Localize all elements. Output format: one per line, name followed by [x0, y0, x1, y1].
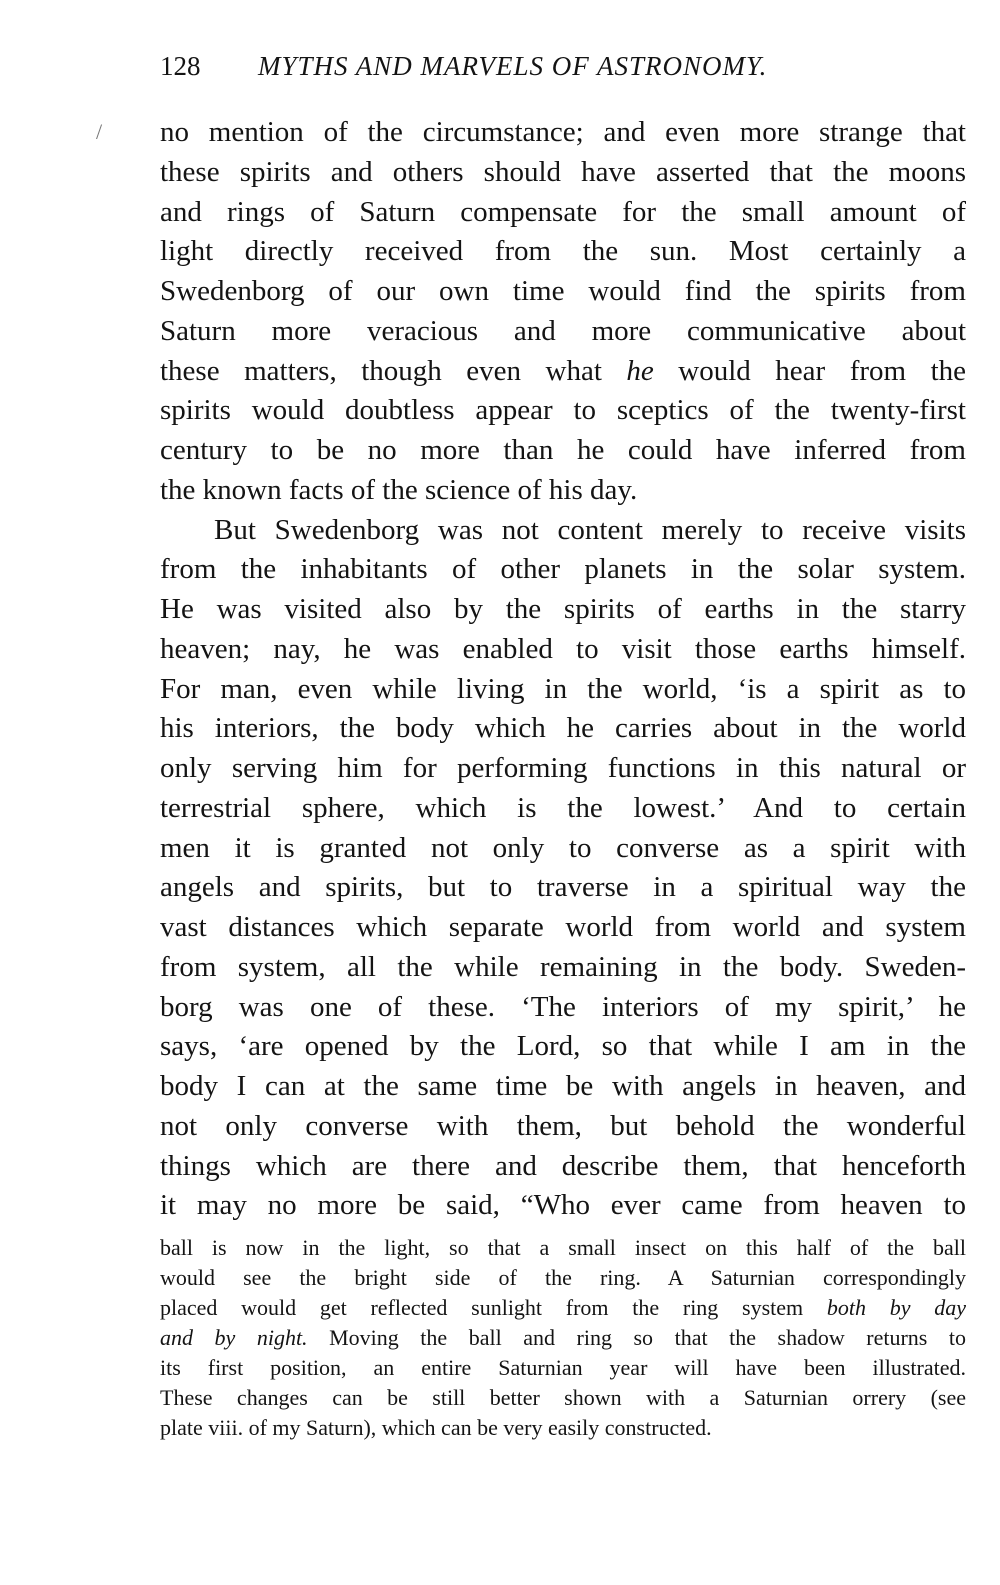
page-header: [160, 46, 960, 86]
text-line: light directly received from the sun. Most certainly a: [160, 235, 966, 268]
text-line: men it is granted not only to converse as a spirit with: [160, 831, 966, 864]
paragraph-start-line: But Swedenborg was not content merely to receive visits: [214, 513, 966, 546]
footnote-line-with-italic: [160, 1323, 966, 1353]
text-line: from system, all the while remaining in the body. Sweden-: [160, 950, 966, 983]
footnote-line: its first position, an entire Saturnian year will have been illustrated.: [160, 1355, 966, 1380]
footnote: [160, 1233, 966, 1443]
italic-phrase: both by day: [826, 1295, 966, 1320]
text-line-with-italic: [160, 352, 966, 392]
text-line: things which are there and describe them, that henceforth: [160, 1149, 966, 1182]
margin-pencil-mark: /: [96, 119, 103, 144]
italic-phrase: and by night.: [160, 1325, 308, 1350]
text-line: not only converse with them, but behold the wonderful: [160, 1109, 966, 1142]
text-line: these spirits and others should have asserted that the moons: [160, 155, 966, 188]
text-line: vast distances which separate world from world and system: [160, 911, 966, 943]
text-line: Swedenborg of our own time would find the spirits from: [160, 275, 966, 307]
running-title: MYTHS AND MARVELS OF ASTRONOMY.: [258, 51, 768, 81]
text-line: terrestrial sphere, which is the lowest.’ And to certain: [160, 791, 966, 824]
text-line: borg was one of these. ‘The interiors of my spirit,’ he: [160, 990, 966, 1023]
page-number: 128: [160, 51, 201, 81]
text-segment: would hear from the: [678, 354, 966, 387]
paragraph-end-line: the known facts of the science of his day.: [160, 473, 638, 506]
text-segment: placed would get reflected sunlight from the ring system: [160, 1295, 804, 1320]
text-line: spirits would doubtless appear to sceptics of the twenty-first: [160, 394, 966, 427]
text-line: He was visited also by the spirits of earths in the starry: [160, 593, 966, 625]
text-line: only serving him for performing functions in this natural or: [160, 752, 966, 784]
text-line: heaven; nay, he was enabled to visit those earths himself.: [160, 632, 966, 665]
text-line: from the inhabitants of other planets in the solar system.: [160, 553, 966, 586]
text-line: it may no more be said, “Who ever came from heaven to: [160, 1189, 966, 1222]
body-text: [160, 113, 966, 1226]
italic-word: he: [626, 354, 654, 387]
text-segment: Moving the ball and ring so that the shadow returns to: [329, 1325, 966, 1350]
text-line: body I can at the same time be with angels in heaven, and: [160, 1070, 966, 1102]
text-line: Saturn more veracious and more communicative about: [160, 314, 966, 347]
text-line: says, ‘are opened by the Lord, so that while I am in the: [160, 1030, 966, 1063]
text-line: angels and spirits, but to traverse in a spiritual way the: [160, 871, 966, 904]
footnote-line: ball is now in the light, so that a small insect on this half of the ball: [160, 1235, 966, 1260]
text-line: For man, even while living in the world, ‘is a spirit as to: [160, 672, 966, 705]
footnote-line-with-italic: [160, 1293, 966, 1323]
text-line: and rings of Saturn compensate for the small amount of: [160, 195, 966, 228]
text-line: his interiors, the body which he carries about in the world: [160, 712, 966, 745]
text-line: century to be no more than he could have inferred from: [160, 434, 966, 466]
footnote-last-line: plate viii. of my Saturn), which can be very easily constructed.: [160, 1415, 712, 1440]
text-line: no mention of the circumstance; and even more strange that: [160, 116, 966, 148]
footnote-line: These changes can be still better shown with a Saturnian orrery (see: [160, 1385, 966, 1410]
text-segment: these matters, though even what: [160, 354, 602, 387]
footnote-line: would see the bright side of the ring. A Saturnian correspondingly: [160, 1265, 966, 1290]
